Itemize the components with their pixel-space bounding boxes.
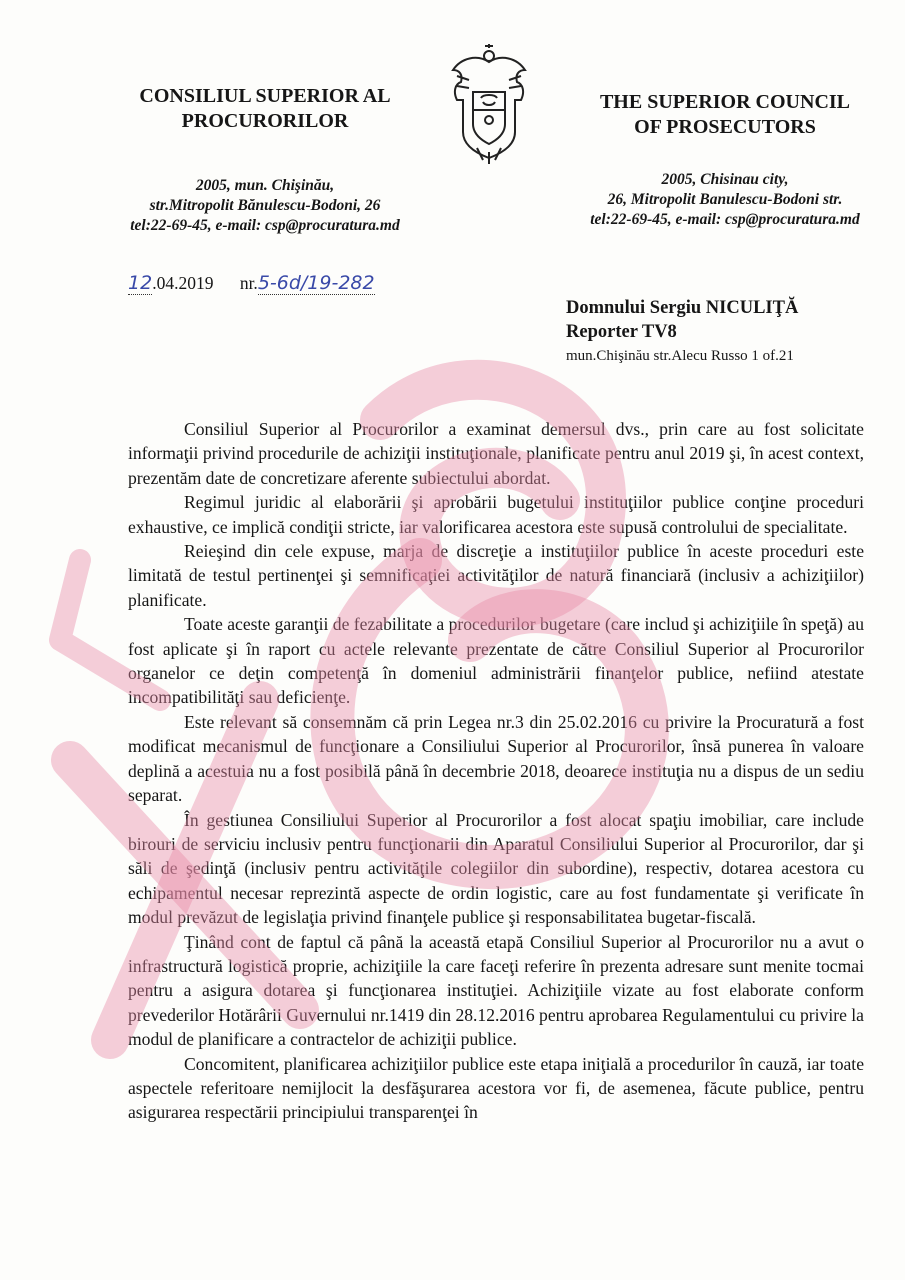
recipient-name: Domnului Sergiu NICULIŢĂ [566,298,799,318]
printed-date: .04.2019 [152,273,214,293]
handwritten-day: 12 [128,272,153,294]
body-paragraph: În gestiunea Consiliului Superior al Procurorilor a fost alocat spaţiu imobiliar, care include birouri de serviciu inclusiv pentru funcţionarii din Aparatul Consiliului Superior al Procurorilor, dar şi săli de şedinţă (inclusiv pentru activităţile colegiilor din subordine), respectiv, dotarea acestora cu echipamentul necesar reprezintă aspecte de ordin logistic, care au fost fundamentate şi verificate în modul prevăzut de legislaţia privind finanţele publice şi responsabilitatea bugetar-fiscală. [128,809,864,928]
number-label: nr. [239,273,258,293]
body-paragraph: Ţinând cont de faptul că până la această etapă Consiliul Superior al Procurorilor nu a avut o infrastructură logistică proprie, achiziţiile la care faceţi referire în prezenta adresare sunt menite tocmai pentru a asigura dotarea şi funcţionarea instituţiei. Achiziţiile vizate au fost elaborate conform prevederilor Hotărârii Guvernului nr.1419 din 28.12.2016 pentru aprobarea Regulamentului cu privire la modul de planificare a contractelor de achiziţii publice. [128,931,864,1050]
body-paragraph: Reieşind din cele expuse, marja de discreţie a instituţiilor publice în aceste proceduri este limitată de testul pertinenţei şi semnificaţiei activităţilor de natură financiară (inclusiv a achiziţiilor) planificate. [128,541,864,610]
org-address-en-line1: 2005, Chisinau city, [661,171,789,188]
body-paragraph: Regimul juridic al elaborării şi aprobării bugetului instituţiilor publice conţine proceduri exhaustive, ce implică condiţii stricte, iar valorificarea acestora este supusă controlului de specialitate. [128,492,864,537]
document-reference [128,272,375,294]
org-address-ro-line2: str.Mitropolit Bănulescu-Bodoni, 26 [149,197,381,214]
org-title-en-line2: OF PROSECUTORS [634,116,816,138]
body-paragraph: Concomitent, planificarea achiziţiilor publice este etapa iniţială a procedurilor în cauză, iar toate aspectele referitoare nemijlocit la desfăşurarea acestora vor fi, de asemenea, făcute publice, pentru asigurarea respectării principiului transparenţei în [128,1053,864,1123]
org-address-en [560,170,890,230]
org-address-en-line2: 26, Mitropolit Banulescu-Bodoni str. [607,191,843,208]
recipient-address: mun.Chişinău str.Alecu Russo 1 of.21 [566,348,794,364]
org-address-ro [100,176,430,236]
body-paragraph: Consiliul Superior al Procurorilor a examinat demersul dvs., prin care au fost solicitate informaţii privind procedurile de achiziţii instituţionale, planificate pentru anul 2019 şi, în acest context, prezentăm date de concretizare aferente subiectului abordat. [128,419,864,488]
header-right [560,90,890,230]
org-title-ro-line2: PROCURORILOR [181,110,349,132]
header-left [100,84,430,236]
org-address-ro-line1: 2005, mun. Chişinău, [195,177,335,194]
org-title-ro [100,84,430,134]
org-address-ro-line3: tel:22-69-45, e-mail: csp@procuratura.md [130,217,400,234]
org-address-en-line3: tel:22-69-45, e-mail: csp@procuratura.md [590,211,860,228]
letter-body [128,417,864,1125]
recipient-block [566,296,886,367]
body-paragraph: Este relevant să consemnăm că prin Legea nr.3 din 25.02.2016 cu privire la Procuratură a fost modificat mecanismul de funcţionare a Consiliului Superior al Procurorilor, însă punerea în valoare deplină a acestuia nu a fost posibilă până în decembrie 2018, deoarece instituţia nu a dispus de un sediu separat. [128,711,864,806]
body-paragraph: Toate aceste garanţii de fezabilitate a procedurilor bugetare (care includ şi achiziţiile în speţă) au fost aplicate şi în raport cu actele relevante prezentate de către Consiliul Superior al Procurorilor organelor ce deţin competenţă în domeniul administrării finanţelor publice, nefiind atestate incompatibilităţi sau deficienţe. [128,614,864,708]
org-title-ro-line1: CONSILIUL SUPERIOR AL [139,85,391,107]
handwritten-number: 5-6d/19-282 [257,272,375,294]
moldova-coat-of-arms-icon [447,44,531,166]
org-title-en-line1: THE SUPERIOR COUNCIL [599,91,851,113]
org-title-en [560,90,890,140]
recipient-role: Reporter TV8 [566,322,677,342]
